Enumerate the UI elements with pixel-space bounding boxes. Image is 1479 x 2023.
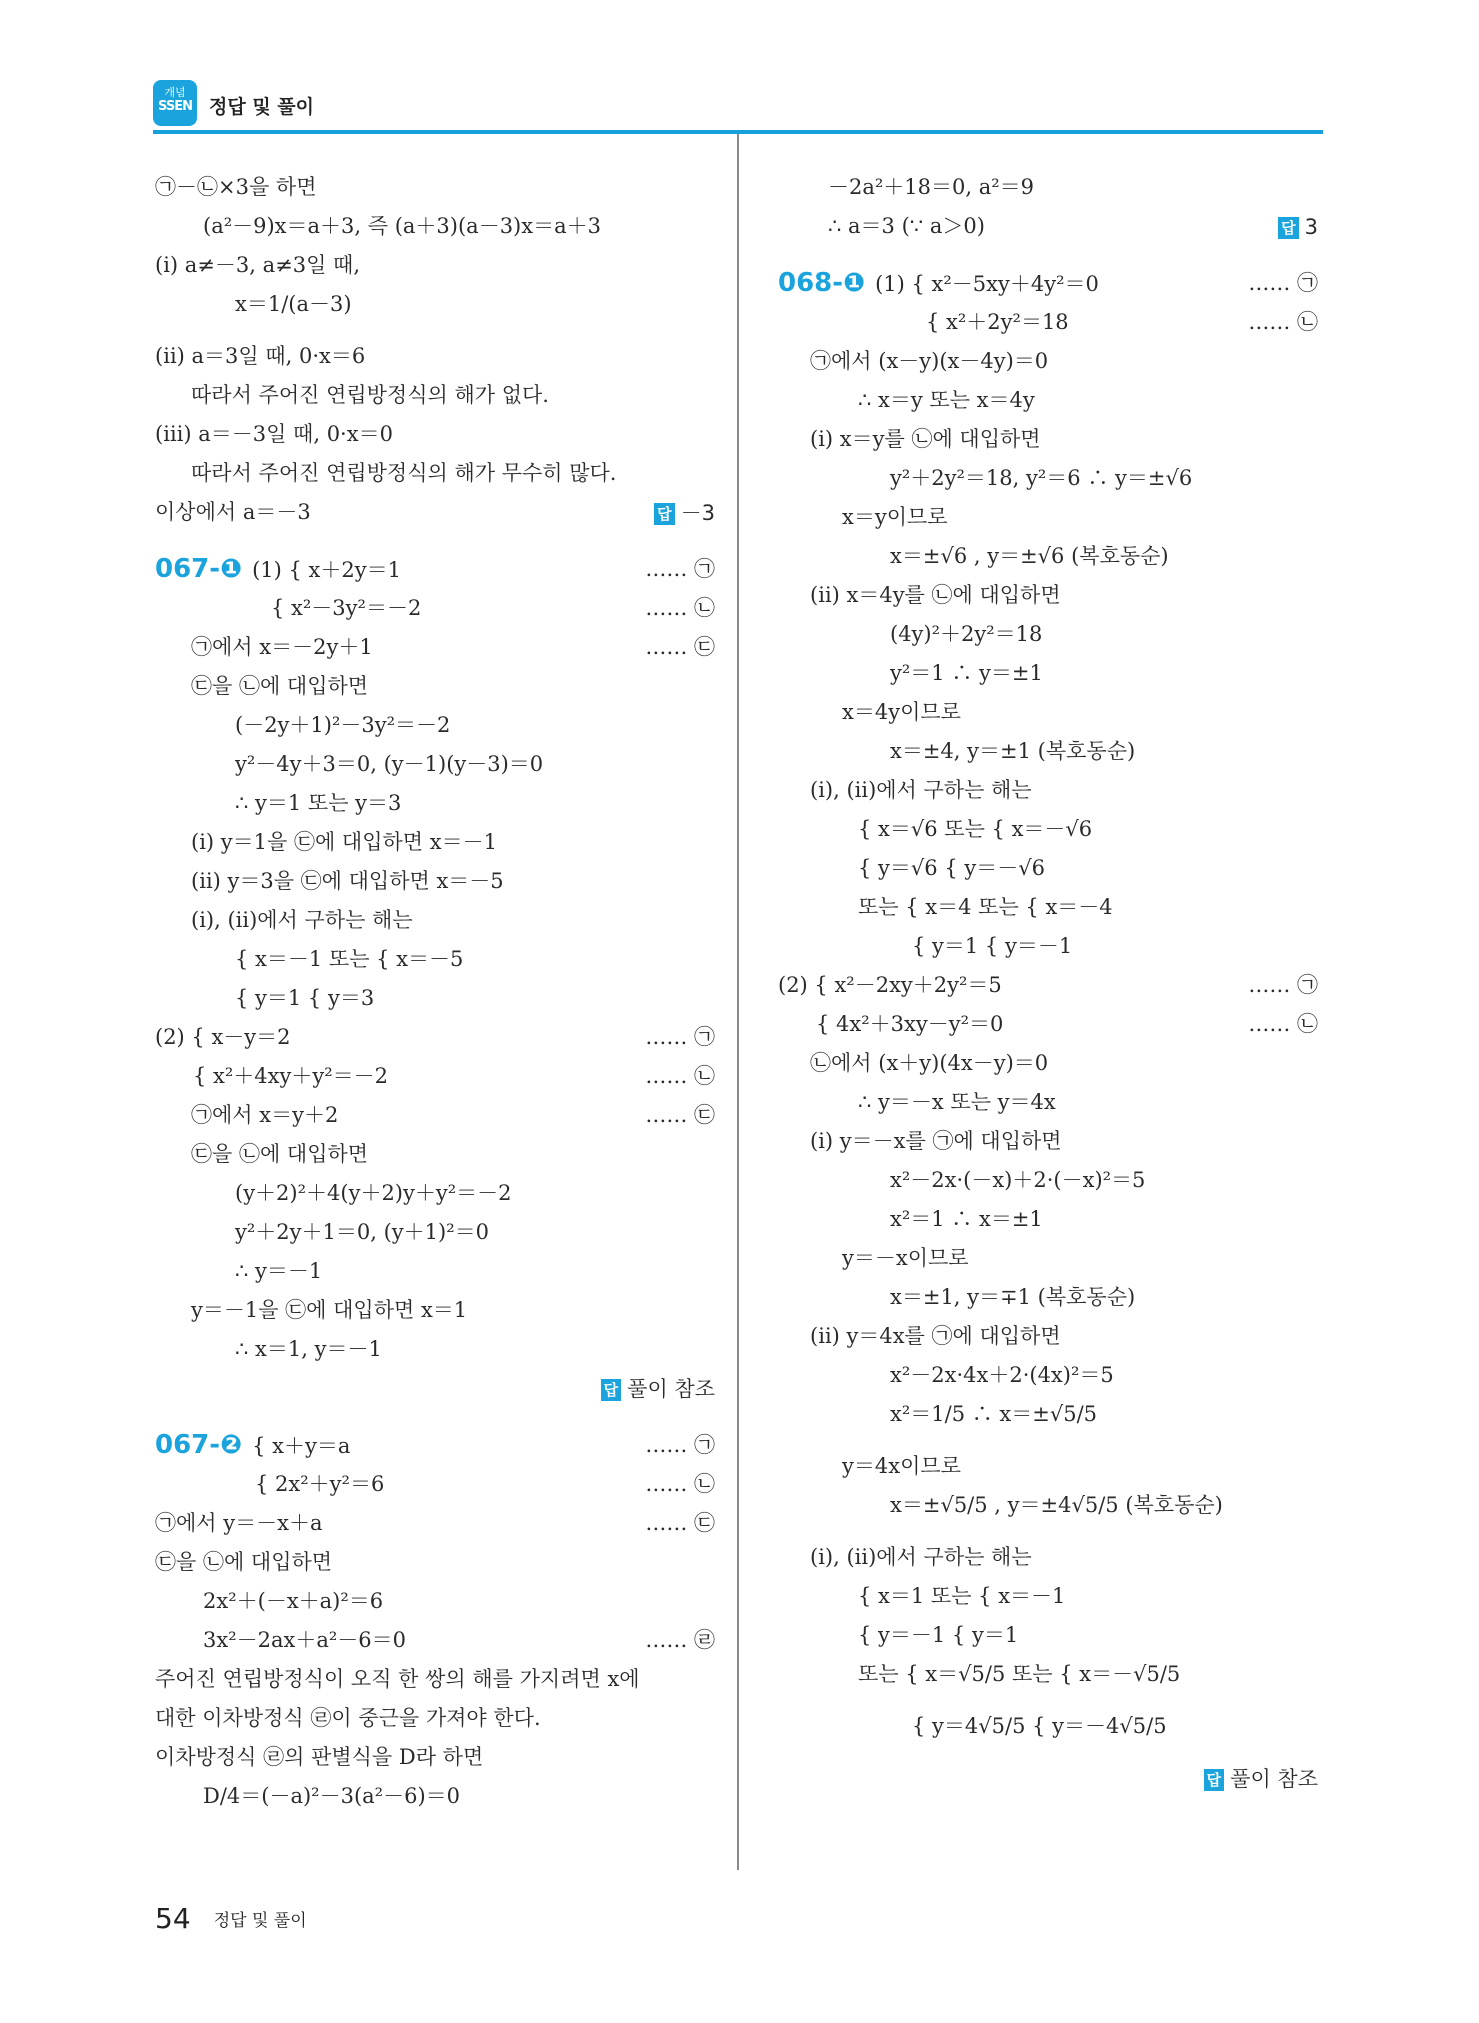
column-divider [737,134,739,1870]
solution-line [155,706,715,745]
solution-line [155,1543,715,1582]
solution-line [155,454,715,493]
math-text: ㉢을 ㉡에 대입하면 [191,1142,369,1166]
solution-line [155,823,715,862]
math-text: y²＋2y＋1＝0, (y＋1)²＝0 [235,1220,489,1244]
equation-label: …… ㉡ [645,596,715,620]
math-text: x＝±√6 , y＝±√6 (복호동순) [890,544,1169,568]
solution-line [778,381,1318,420]
solution-line [778,264,1318,303]
answer-box [1204,1759,1318,1799]
math-text: (2) { x－y＝2 [155,1025,291,1049]
math-text: y＝4x이므로 [842,1454,961,1478]
solution-line [778,576,1318,615]
equation-label: …… ㉡ [1248,1012,1318,1036]
solution-line [778,966,1318,1005]
solution-line [778,1356,1318,1395]
solution-line [155,1174,715,1213]
math-text: { y＝1 { y＝3 [235,986,375,1010]
solution-line [778,1707,1318,1759]
math-text: x²－2x·(－x)＋2·(－x)²＝5 [890,1168,1146,1192]
solution-line [778,693,1318,732]
equation-label: …… ㉠ [645,1433,715,1457]
math-text: 또는 { x＝4 또는 { x＝－4 [858,895,1113,919]
problem-number: 068-❶ [778,268,866,298]
solution-line [155,376,715,415]
math-text: { x²－3y²＝－2 [271,596,422,620]
math-text: x＝±4, y＝±1 (복호동순) [890,739,1136,763]
brand-logo [153,80,197,126]
equation-label: …… ㉠ [645,1025,715,1049]
solution-line [155,1621,715,1660]
equation-label: …… ㉠ [1248,271,1318,295]
logo-bottom-text: SSEN [158,99,192,114]
math-text: (ⅱ) x＝4y를 ㉡에 대입하면 [810,583,1061,607]
solution-line [155,1018,715,1057]
math-text: (ⅱ) y＝3을 ㉢에 대입하면 x＝－5 [191,869,504,893]
math-text: ㉠에서 y＝－x＋a [155,1511,323,1535]
math-text: ㉡에서 (x＋y)(4x－y)＝0 [810,1051,1049,1075]
math-text: ∴ x＝y 또는 x＝4y [858,388,1035,412]
solution-line [778,1447,1318,1486]
right-column [778,168,1318,1798]
left-column [155,168,715,1829]
solution-line [155,285,715,337]
answer-value: －3 [680,501,715,525]
solution-line [155,1330,715,1369]
solution-line [155,415,715,454]
solution-line [155,337,715,376]
answer-tag: 답 [1204,1769,1225,1791]
page-number: 54 [155,1902,191,1935]
solution-line [155,589,715,628]
solution-line [155,1291,715,1330]
math-text: ㉠－㉡×3을 하면 [155,175,317,199]
math-text: (ⅲ) a＝－3일 때, 0·x＝0 [155,422,393,446]
solution-line [155,979,715,1018]
problem-number: 067-❶ [155,554,243,584]
math-text: y＝－x이므로 [842,1246,969,1270]
math-text: { x＋y＝a [252,1434,351,1458]
math-text: { y＝1 { y＝－1 [912,934,1073,958]
math-text: (ⅰ) x＝y를 ㉡에 대입하면 [810,427,1041,451]
solution-line [778,1044,1318,1083]
answer-tag: 답 [1278,217,1299,239]
math-text: { x＝1 또는 { x＝－1 [858,1584,1066,1608]
math-text: y²＋2y²＝18, y²＝6 ∴ y＝±√6 [890,466,1193,490]
solution-line [155,1096,715,1135]
math-text: x＝1/(a－3) [235,292,352,316]
solution-line [778,810,1318,849]
solution-line [778,1278,1318,1317]
math-text: (ⅰ) y＝1을 ㉢에 대입하면 x＝－1 [191,830,497,854]
solution-line [155,628,715,667]
solution-line [778,207,1318,246]
solution-line [778,1395,1318,1447]
solution-line [778,1759,1318,1798]
math-text: 따라서 주어진 연립방정식의 해가 없다. [191,383,549,407]
solution-line [155,1252,715,1291]
solution-line [155,1213,715,1252]
solution-line [155,862,715,901]
solution-line [155,1426,715,1465]
math-text: 따라서 주어진 연립방정식의 해가 무수히 많다. [191,461,617,485]
solution-line [778,1083,1318,1122]
page-header [153,78,1323,128]
solution-line [778,849,1318,888]
solution-line [778,888,1318,927]
solution-line [155,745,715,784]
math-text: (ⅱ) y＝4x를 ㉠에 대입하면 [810,1324,1061,1348]
math-text: 대한 이차방정식 ㉣이 중근을 가져야 한다. [155,1706,541,1730]
solution-line [155,493,715,532]
math-text: (ⅰ), (ⅱ)에서 구하는 해는 [810,1545,1032,1569]
math-text: ㉢을 ㉡에 대입하면 [191,674,369,698]
solution-line [778,1655,1318,1707]
solution-line [778,654,1318,693]
solution-line [778,615,1318,654]
math-text: ㉢을 ㉡에 대입하면 [155,1550,333,1574]
solution-line [155,1057,715,1096]
answer-value: 3 [1304,215,1318,239]
solution-line [155,667,715,706]
math-text: { y＝－1 { y＝1 [858,1623,1019,1647]
math-text: 이차방정식 ㉣의 판별식을 D라 하면 [155,1745,484,1769]
answer-value: 풀이 참조 [1230,1767,1318,1791]
solution-line [778,1486,1318,1538]
math-text: ∴ y＝1 또는 y＝3 [235,791,402,815]
math-text: ∴ y＝－1 [235,1259,323,1283]
logo-top-text: 개념 [164,86,186,99]
solution-line [778,537,1318,576]
math-text: x²－2x·4x＋2·(4x)²＝5 [890,1363,1114,1387]
solution-line [155,550,715,589]
footer-text: 정답 및 풀이 [213,1911,307,1931]
solution-line [778,1538,1318,1577]
solution-line [155,246,715,285]
solution-line [778,1200,1318,1239]
solution-line [155,940,715,979]
solution-line [155,207,715,246]
equation-label: …… ㉢ [645,635,715,659]
math-text: { 2x²＋y²＝6 [255,1472,385,1496]
solution-line [778,1005,1318,1044]
math-text: 2x²＋(－x＋a)²＝6 [203,1589,384,1613]
math-text: 또는 { x＝√5/5 또는 { x＝－√5/5 [858,1662,1181,1686]
solution-line [778,168,1318,207]
equation-label: …… ㉣ [645,1628,715,1652]
math-text: { 4x²＋3xy－y²＝0 [816,1012,1004,1036]
solution-line [778,732,1318,771]
solution-line [778,927,1318,966]
problem-number: 067-❷ [155,1430,243,1460]
solution-line [155,1738,715,1777]
math-text: (4y)²＋2y²＝18 [890,622,1043,646]
equation-label: …… ㉡ [645,1064,715,1088]
math-text: { x²＋4xy＋y²＝－2 [193,1064,389,1088]
math-text: { x＝√6 또는 { x＝－√6 [858,817,1093,841]
solution-line [778,1317,1318,1356]
math-text: { y＝√6 { y＝－√6 [858,856,1045,880]
solution-line [155,1369,715,1408]
header-title: 정답 및 풀이 [209,96,314,118]
solution-line [778,1577,1318,1616]
solution-line [155,1465,715,1504]
math-text: (2) { x²－2xy＋2y²＝5 [778,973,1002,997]
math-text: { x＝－1 또는 { x＝－5 [235,947,464,971]
math-text: (1) { x＋2y＝1 [252,558,401,582]
math-text: 주어진 연립방정식이 오직 한 쌍의 해를 가지려면 x에 [155,1667,640,1691]
page-footer [155,1902,307,1935]
math-text: ㉠에서 (x－y)(x－4y)＝0 [810,349,1049,373]
equation-label: …… ㉠ [645,557,715,581]
solution-line [778,459,1318,498]
equation-label: …… ㉡ [1248,310,1318,334]
equation-label: …… ㉢ [645,1103,715,1127]
solution-line [155,1699,715,1738]
solution-line [778,420,1318,459]
solution-line [778,498,1318,537]
solution-line [778,1161,1318,1200]
solution-line [778,1122,1318,1161]
solution-line [155,784,715,823]
math-text: x＝±√5/5 , y＝±4√5/5 (복호동순) [890,1493,1223,1517]
math-text: ∴ y＝－x 또는 y＝4x [858,1090,1056,1114]
math-text: 3x²－2ax＋a²－6＝0 [203,1628,407,1652]
solution-line [778,771,1318,810]
solution-line [155,1135,715,1174]
solution-line [155,168,715,207]
math-text: (－2y＋1)²－3y²＝－2 [235,713,451,737]
math-text: ∴ a＝3 (∵ a＞0) [828,214,985,238]
math-text: D/4＝(－a)²－3(a²－6)＝0 [203,1784,461,1808]
math-text: (1) { x²－5xy＋4y²＝0 [875,272,1099,296]
answer-box [1278,207,1318,247]
solution-line [778,1616,1318,1655]
math-text: x＝±1, y＝∓1 (복호동순) [890,1285,1136,1309]
solution-line [778,1239,1318,1278]
math-text: x＝4y이므로 [842,700,961,724]
math-text: (y＋2)²＋4(y＋2)y＋y²＝－2 [235,1181,512,1205]
solution-line [778,342,1318,381]
math-text: (a²－9)x＝a＋3, 즉 (a＋3)(a－3)x＝a＋3 [203,214,601,238]
math-text: (ⅱ) a＝3일 때, 0·x＝6 [155,344,366,368]
math-text: y＝－1을 ㉢에 대입하면 x＝1 [191,1298,468,1322]
equation-label: …… ㉠ [1248,973,1318,997]
equation-label: …… ㉢ [645,1511,715,1535]
math-text: x²＝1 ∴ x＝±1 [890,1207,1043,1231]
math-text: ㉠에서 x＝y＋2 [191,1103,339,1127]
equation-label: …… ㉡ [645,1472,715,1496]
answer-box [654,493,715,533]
answer-value: 풀이 참조 [627,1377,715,1401]
answer-tag: 답 [654,503,675,525]
math-text: (ⅰ) a≠－3, a≠3일 때, [155,253,361,277]
math-text: x＝y이므로 [842,505,948,529]
answer-tag: 답 [601,1379,622,1401]
math-text: (ⅰ) y＝－x를 ㉠에 대입하면 [810,1129,1062,1153]
solution-line [778,303,1318,342]
math-text: (ⅰ), (ⅱ)에서 구하는 해는 [810,778,1032,802]
math-text: ㉠에서 x＝－2y＋1 [191,635,373,659]
solution-line [155,1504,715,1543]
math-text: ∴ x＝1, y＝－1 [235,1337,382,1361]
solution-line [155,901,715,940]
solution-line [155,1777,715,1829]
math-text: { y＝4√5/5 { y＝－4√5/5 [912,1714,1167,1738]
math-text: { x²＋2y²＝18 [926,310,1069,334]
math-text: y²＝1 ∴ y＝±1 [890,661,1043,685]
math-text: x²＝1/5 ∴ x＝±√5/5 [890,1402,1098,1426]
math-text: (ⅰ), (ⅱ)에서 구하는 해는 [191,908,413,932]
math-text: 이상에서 a＝－3 [155,500,311,524]
math-text: －2a²＋18＝0, a²＝9 [828,175,1035,199]
solution-line [155,1660,715,1699]
solution-line [155,1582,715,1621]
math-text: y²－4y＋3＝0, (y－1)(y－3)＝0 [235,752,544,776]
answer-box [601,1369,715,1409]
